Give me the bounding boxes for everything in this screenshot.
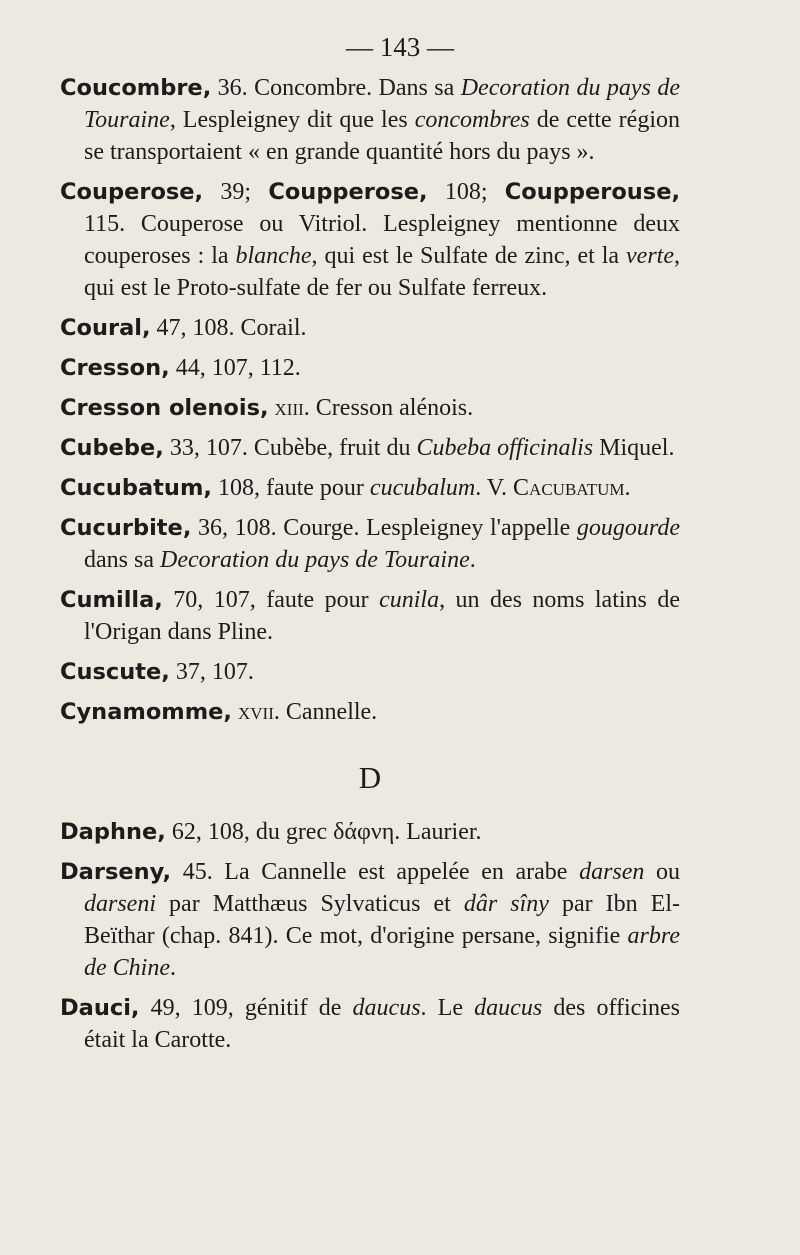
entry-headword: Couperose, [60, 179, 204, 205]
entry-headword-variant: Coupperose, [268, 179, 428, 205]
entry-text: arbre de Chine [84, 923, 680, 981]
entry-headword: Cresson, [60, 355, 170, 381]
entry-text: 37, 107. [169, 659, 254, 685]
entry-text: dans sa [84, 547, 160, 573]
glossary-entry [60, 72, 680, 168]
entry-text: blanche [235, 243, 312, 269]
entry-text: , qui est le Sulfate de zinc, et la [311, 243, 627, 269]
entry-text: 70, 107, faute pour [162, 587, 380, 613]
entry-text: . [624, 475, 631, 501]
glossary-entry [60, 312, 680, 344]
entry-text: 36. Concombre. Dans sa [211, 75, 461, 101]
entry-text: . [169, 955, 176, 981]
entry-headword: Cuscute, [60, 659, 170, 685]
entry-text: darseni [84, 891, 156, 917]
entry-text: de cette région se transportaient « en grande quantité hors du pays ». [84, 107, 680, 165]
entry-text: cunila [379, 587, 440, 613]
glossary-entry [60, 656, 680, 688]
entry-text: 108, faute pour [211, 475, 370, 501]
entry-text: 62, 108, du grec δάφνη. Laurier. [165, 819, 482, 845]
entry-text: . Le [420, 995, 475, 1021]
entry-text: Decoration du pays de Touraine [159, 547, 470, 573]
entry-text: Miquel. [593, 435, 675, 461]
entry-text: . Cannelle. [273, 699, 378, 725]
glossary-entry [60, 584, 680, 648]
entry-text: 115. Couperose ou Vitriol. Lespleigney mentionne deux couperoses : la [84, 211, 680, 269]
entry-headword: Coural, [60, 315, 151, 341]
entry-headword: Cresson olenois, [60, 395, 269, 421]
entry-text: 44, 107, 112. [169, 355, 301, 381]
entry-text: concombres [414, 107, 530, 133]
glossary-entry [60, 816, 680, 848]
entry-headword: Cynamomme, [60, 699, 232, 725]
entry-text: Cubeba officinalis [416, 435, 594, 461]
entry-text: 36, 108. Courge. Lespleigney l'appelle [191, 515, 577, 541]
entry-text: 108; [427, 179, 505, 205]
entry-text: 45. La Cannelle est appelée en arabe [171, 859, 580, 885]
entry-headword: Cubebe, [60, 435, 164, 461]
entry-text: par Matthæus Sylvaticus et [156, 891, 464, 917]
entry-headword: Darseny, [60, 859, 172, 885]
section-c-entries [60, 72, 680, 728]
entry-text: xiii [274, 395, 304, 421]
entry-text: , un des noms latins de l'Origan dans Pline. [84, 587, 680, 645]
entry-text: . V. [475, 475, 514, 501]
entry-headword: Daphne, [60, 819, 166, 845]
entry-text: . [469, 547, 476, 573]
entry-text: daucus [474, 995, 543, 1021]
entry-text: , qui est le Proto-sulfate de fer ou Sulfate ferreux. [84, 243, 680, 301]
entry-headword-variant: Coupperouse, [504, 179, 680, 205]
glossary-entry [60, 392, 680, 424]
entry-headword: Coucombre, [60, 75, 212, 101]
entry-text: cucubalum [369, 475, 476, 501]
glossary-entry [60, 352, 680, 384]
glossary-entries [60, 72, 680, 1064]
section-d-entries [60, 816, 680, 1056]
glossary-entry [60, 856, 680, 984]
entry-text: dâr sîny [463, 891, 549, 917]
entry-text: 39; [203, 179, 269, 205]
glossary-entry [60, 472, 680, 504]
entry-text: 49, 109, génitif de [139, 995, 353, 1021]
entry-headword: Cumilla, [60, 587, 163, 613]
entry-text: Cacubatum [513, 475, 625, 501]
entry-text: des officines était la Carotte. [84, 995, 680, 1053]
entry-text: par Ibn El-Beïthar (chap. 841). Ce mot, d'origine persane, signifie [84, 891, 680, 949]
entry-headword: Cucurbite, [60, 515, 192, 541]
entry-text: . Cresson alénois. [303, 395, 474, 421]
entry-text: ou [644, 859, 681, 885]
entry-text: verte [626, 243, 674, 269]
entry-text: 47, 108. Corail. [150, 315, 307, 341]
glossary-entry [60, 696, 680, 728]
glossary-entry [60, 176, 680, 304]
page-number: — 143 — [346, 32, 454, 62]
glossary-entry [60, 512, 680, 576]
entry-text: darsen [579, 859, 645, 885]
entry-text: , Lespleigney dit que les [169, 107, 415, 133]
entry-headword: Dauci, [60, 995, 140, 1021]
section-letter-d: D [358, 760, 382, 795]
glossary-entry [60, 432, 680, 464]
entry-text: Decoration du pays de Touraine [84, 75, 680, 133]
entry-text: gougourde [576, 515, 680, 541]
entry-text: daucus [352, 995, 421, 1021]
entry-text: 33, 107. Cubèbe, fruit du [163, 435, 417, 461]
entry-headword: Cucubatum, [60, 475, 212, 501]
entry-text: xvii [237, 699, 274, 725]
glossary-entry [60, 992, 680, 1056]
